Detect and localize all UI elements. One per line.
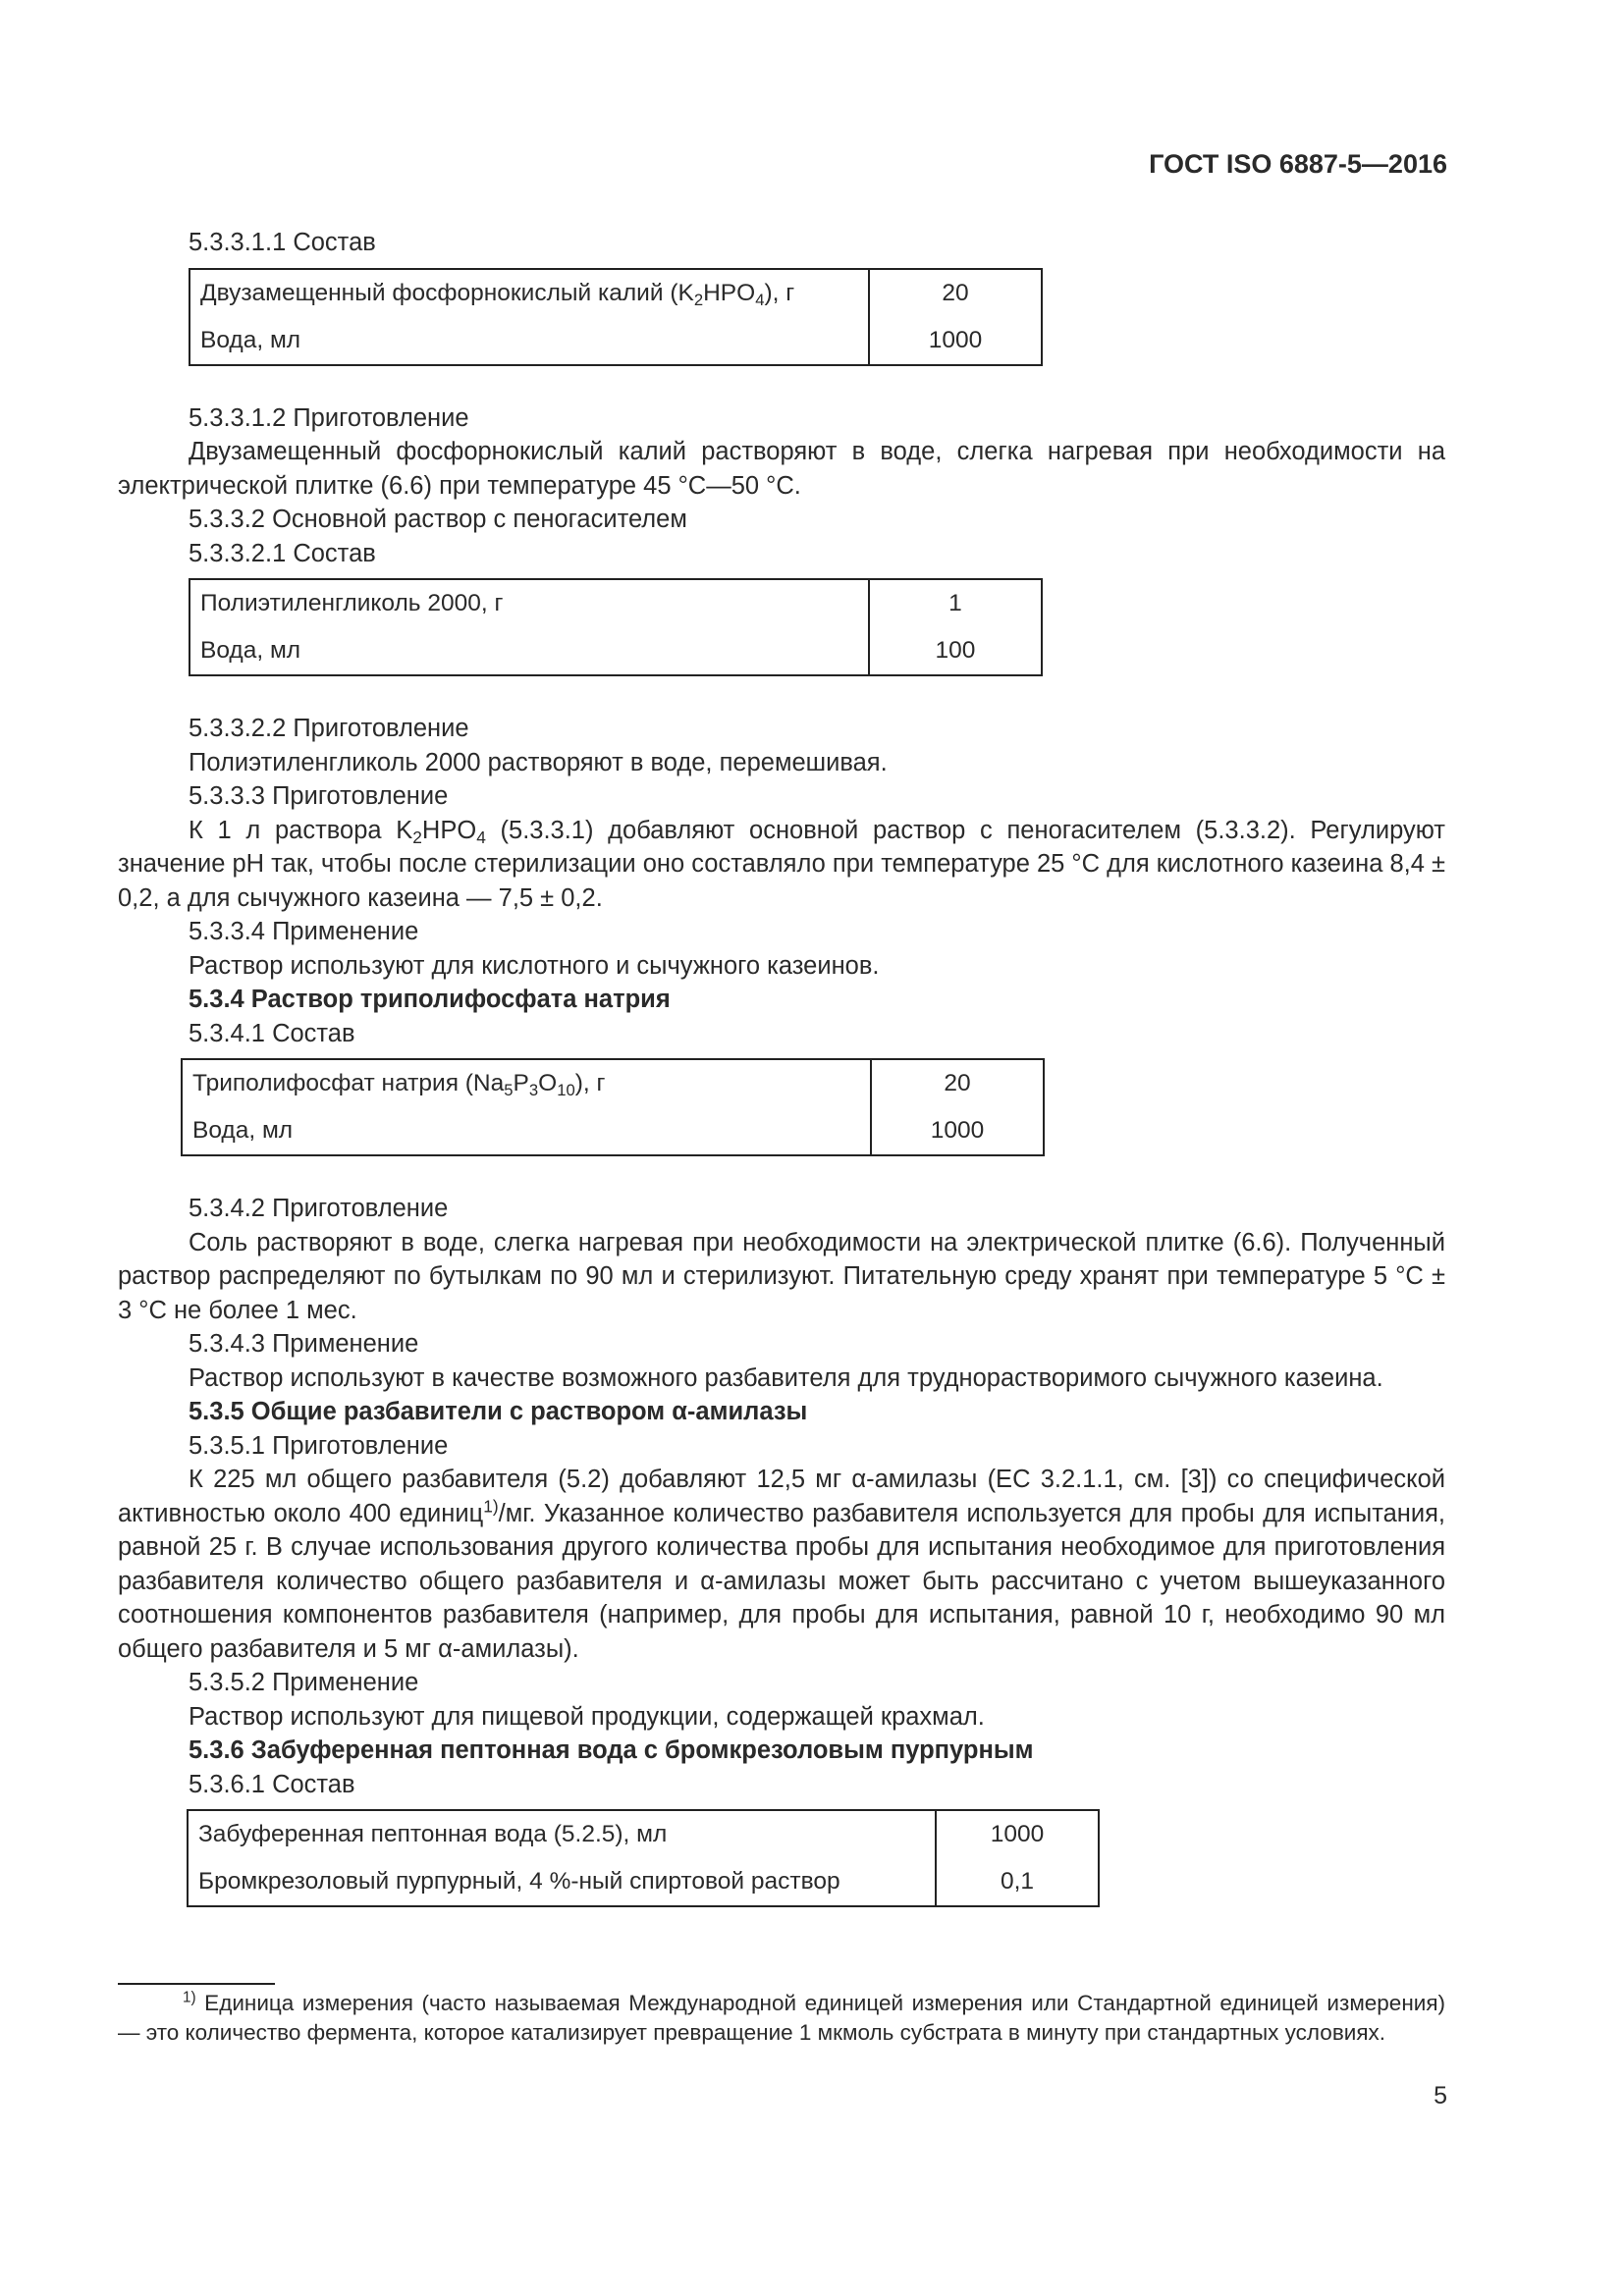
composition-table-bromocresol — [187, 1809, 1100, 1907]
ingredient-amount: 1000 — [871, 1107, 1044, 1155]
section-5-3-3-1-2-text: Двузамещенный фосфорнокислый калий растворяют в воде, слегка нагревая при необходимости на электрической плитке (6.6) при температуре 45 °C—50 °C. — [118, 438, 1445, 500]
page-number: 5 — [1434, 2082, 1447, 2109]
document-body — [118, 226, 1445, 1943]
composition-table-tripolyphosphate — [181, 1058, 1045, 1156]
section-5-3-3-3-text: К 1 л раствора $K_2HPO_4$ (5.3.3.1) добавляют основной раствор с пеногасителем (5.3.3.2). Регулируют значение pH так, чтобы после стерилизации оно составляло при температуре 25 °C для кислотного казеина 8,4 ± 0,2, а для сычужного казеина — 7,5 ± 0,2. — [118, 816, 1445, 912]
ingredient-name: Полиэтиленгликоль 2000, г — [189, 579, 869, 627]
composition-table-peg — [189, 578, 1043, 676]
section-5-3-3-1-2-title: 5.3.3.1.2 Приготовление — [189, 403, 469, 432]
ingredient-name: Забуференная пептонная вода (5.2.5), мл — [188, 1810, 936, 1858]
table-row — [189, 579, 1042, 627]
ingredient-amount: 20 — [871, 1059, 1044, 1107]
section-5-3-4-2-text: Соль растворяют в воде, слегка нагревая при необходимости на электрической плитке (6.6). Полученный раствор распределяют по бутылкам по 90 мл и стерилизуют. Питательную среду хранят при температуре 5 °C ± 3 °C не более 1 мес. — [118, 1228, 1445, 1324]
ingredient-amount: 100 — [869, 627, 1042, 675]
section-5-3-4-2-title: 5.3.4.2 Приготовление — [189, 1195, 449, 1222]
section-5-3-6-heading: 5.3.6 Забуференная пептонная вода с бромкрезоловым пурпурным — [189, 1736, 1034, 1764]
section-5-3-6-1-title: 5.3.6.1 Состав — [189, 1770, 355, 1798]
section-5-3-4-3-text: Раствор используют в качестве возможного разбавителя для труднорастворимого сычужного казеина. — [189, 1363, 1383, 1392]
footnote-separator — [118, 1983, 275, 1985]
composition-table-k2hpo4 — [189, 268, 1043, 366]
section-5-3-5-1-title: 5.3.5.1 Приготовление — [189, 1431, 449, 1460]
section-5-3-3-3-title: 5.3.3.3 Приготовление — [189, 782, 449, 810]
section-5-3-3-1-1-title: 5.3.3.1.1 Состав — [189, 229, 376, 256]
section-5-3-5-1-text: К 225 мл общего разбавителя (5.2) добавляют 12,5 мг α-амилазы (EC 3.2.1.1, см. [3]) со специфической активностью около 400 единиц$^{1)}$/мг. Указанное количество разбавителя используется для пробы для испытания, равной 25 г. В случае использования другого количества пробы для испытания необходимое для приготовления разбавителя количество общего разбавителя и α-амилазы может быть рассчитано с учетом вышеуказанного соотношения компонентов разбавителя (например, для пробы для испытания, равной 10 г, необходимо 90 мл общего разбавителя и 5 мг α-амилазы). — [118, 1466, 1445, 1663]
section-5-3-5-2-title: 5.3.5.2 Применение — [189, 1669, 419, 1696]
table-row — [182, 1059, 1044, 1107]
table-row — [189, 317, 1042, 365]
table-row — [189, 269, 1042, 317]
ingredient-name: Вода, мл — [189, 317, 869, 365]
footnote-ref: 1) — [483, 1495, 499, 1516]
section-5-3-4-heading: 5.3.4 Раствор триполифосфата натрия — [189, 986, 671, 1013]
section-5-3-4-1-title: 5.3.4.1 Состав — [189, 1019, 355, 1047]
section-5-3-5-2-text: Раствор используют для пищевой продукции, содержащей крахмал. — [189, 1702, 985, 1731]
ingredient-amount: 20 — [869, 269, 1042, 317]
section-5-3-3-2-2-title: 5.3.3.2.2 Приготовление — [189, 715, 469, 742]
table-row — [189, 627, 1042, 675]
section-5-3-3-2-title: 5.3.3.2 Основной раствор с пеногасителем — [189, 506, 687, 533]
document-code: ГОСТ ISO 6887-5—2016 — [1149, 149, 1447, 179]
ingredient-amount: 1000 — [936, 1810, 1099, 1858]
ingredient-amount: 1000 — [869, 317, 1042, 365]
section-5-3-5-heading: 5.3.5 Общие разбавители с раствором α-амилазы — [189, 1398, 808, 1425]
section-5-3-3-2-1-title: 5.3.3.2.1 Состав — [189, 539, 376, 567]
section-5-3-4-3-title: 5.3.4.3 Применение — [189, 1330, 419, 1358]
table-row — [182, 1107, 1044, 1155]
ingredient-name: Триполифосфат натрия $(Na_5P_3O_{10})$, г — [182, 1059, 871, 1107]
table-row — [188, 1858, 1099, 1906]
table-row — [188, 1810, 1099, 1858]
ingredient-name: Вода, мл — [189, 627, 869, 675]
ingredient-name: Двузамещенный фосфорнокислый калий $(K_2HPO_4)$, г — [189, 269, 869, 317]
ingredient-name: Бромкрезоловый пурпурный, 4 %-ный спиртовой раствор — [188, 1858, 936, 1906]
ingredient-name: Вода, мл — [182, 1107, 871, 1155]
ingredient-amount: 0,1 — [936, 1858, 1099, 1906]
ingredient-amount: 1 — [869, 579, 1042, 627]
section-5-3-3-2-2-text: Полиэтиленгликоль 2000 растворяют в воде, перемешивая. — [189, 748, 888, 776]
footnote: $^{1)}$ Единица измерения (часто называемая Международной единицей измерения или Стандартной единицей измерения) — это количество фермента, которое катализирует превращение 1 мкмоль субстрата в минуту при стандартных условиях. — [118, 1989, 1445, 2045]
section-5-3-3-4-title: 5.3.3.4 Применение — [189, 918, 419, 945]
section-5-3-3-4-text: Раствор используют для кислотного и сычужного казеинов. — [189, 951, 880, 980]
footnote-mark: 1) — [183, 1989, 196, 2006]
